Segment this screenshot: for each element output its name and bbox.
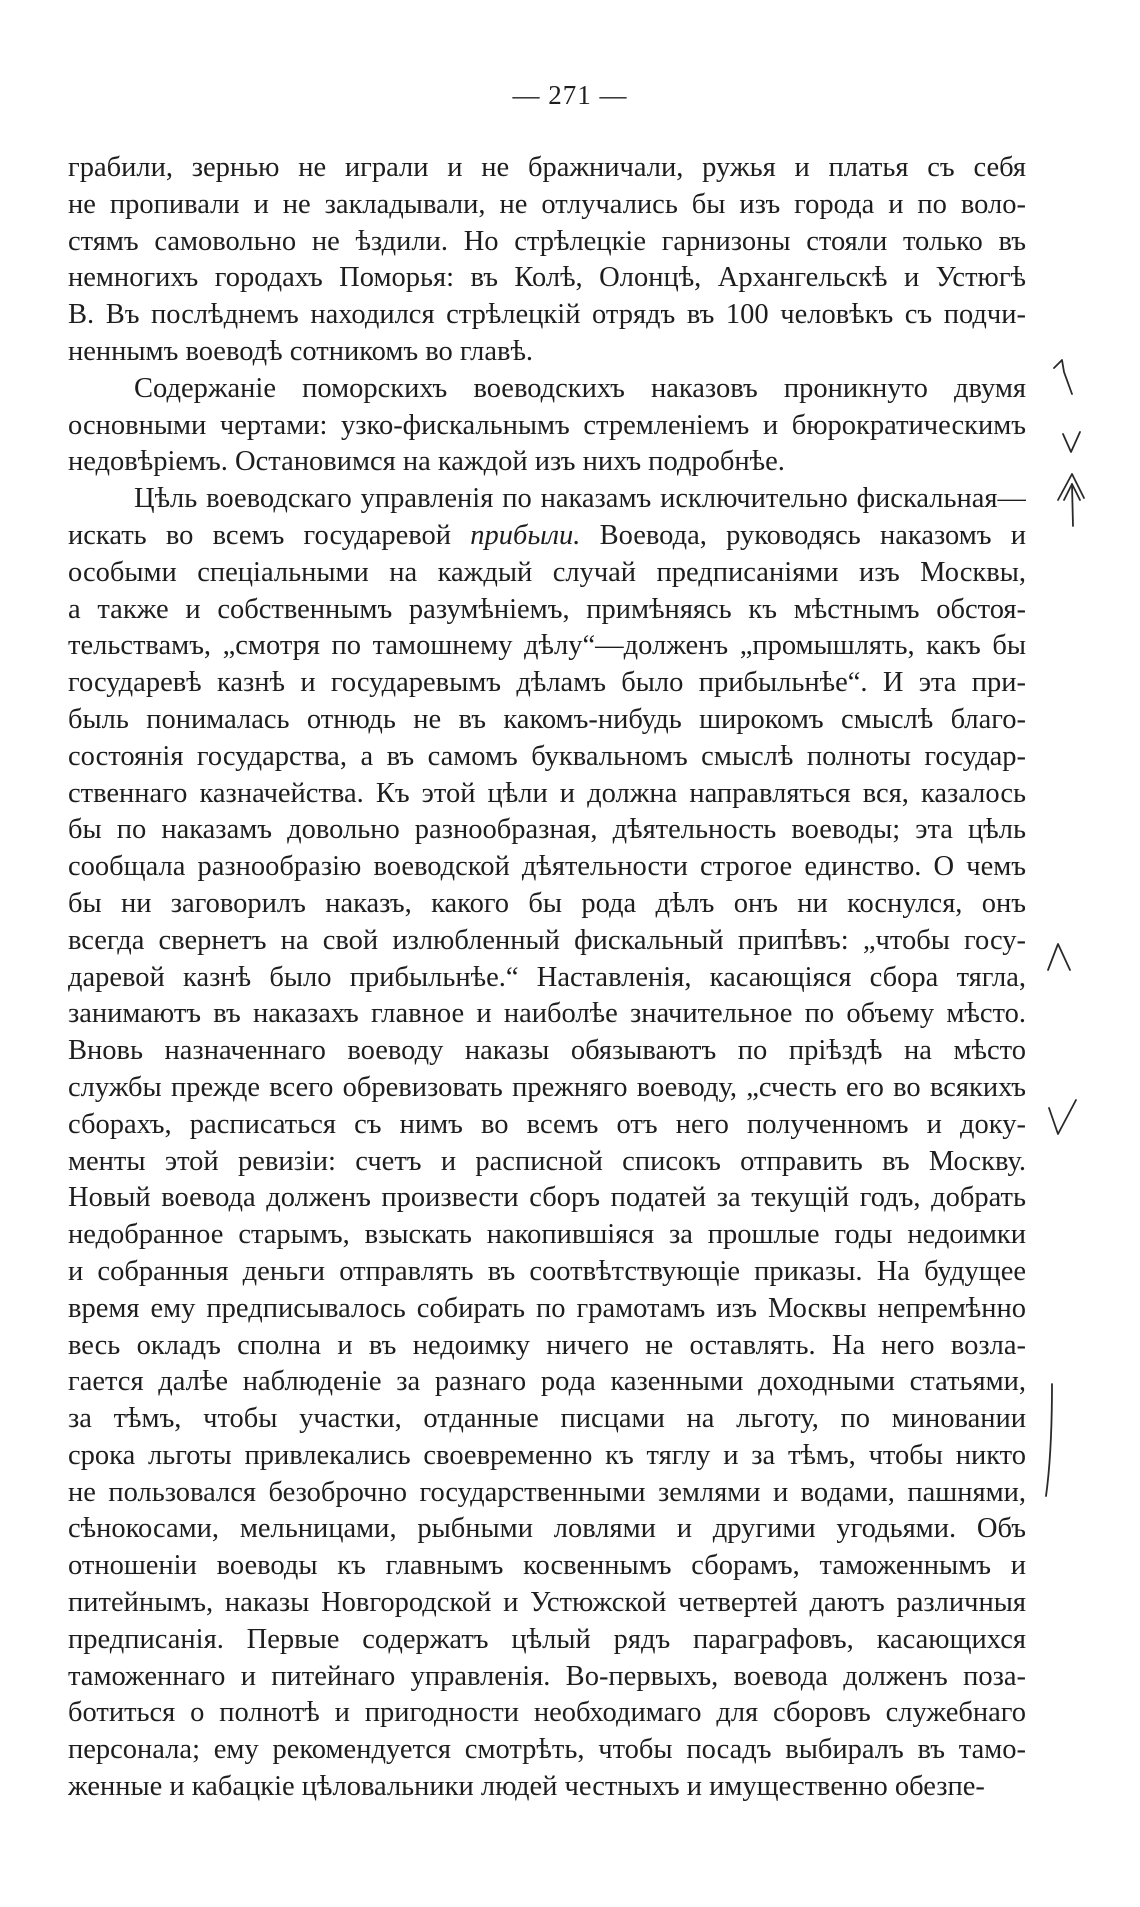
- text-line: состоянія государства, а въ самомъ буквальномъ смыслѣ полноты государ-: [68, 740, 1026, 772]
- text-line: недобранное старымъ, взыскать накопившіяся за прошлые годы недоимки: [68, 1219, 1026, 1251]
- text-line: гается далѣе наблюденіе за разнаго рода казенными доходными статьями,: [68, 1366, 1026, 1398]
- text-line: сборахъ, расписаться съ нимъ во всемъ отъ него полученномъ и доку-: [68, 1108, 1026, 1140]
- text-line: государевѣ казнѣ и государевымъ дѣламъ было прибыльнѣе“. И эта при-: [68, 667, 1026, 699]
- text-line: сѣнокосами, мельницами, рыбными ловлями и другими угодьями. Объ: [68, 1513, 1026, 1545]
- body-text: [68, 150, 1026, 1806]
- text-line: неннымъ воеводѣ сотникомъ во главѣ.: [68, 335, 534, 367]
- text-line: недовѣріемъ. Остановимся на каждой изъ нихъ подробнѣе.: [68, 446, 785, 478]
- text-line: особыми спеціальными на каждый случай предписаніями изъ Москвы,: [68, 556, 1026, 588]
- text-line: занимаютъ въ наказахъ главное и наиболѣе значительное по объему мѣсто.: [68, 998, 1026, 1030]
- text-line: стямъ самовольно не ѣздили. Но стрѣлецкіе гарнизоны стояли только въ: [68, 225, 1026, 257]
- text-line: менты этой ревизіи: счетъ и расписной списокъ отправить въ Москву.: [68, 1145, 1026, 1177]
- text-line: В. Въ послѣднемъ находился стрѣлецкій отрядъ въ 100 человѣкъ съ подчи-: [68, 299, 1026, 331]
- text-line: Цѣль воеводскаго управленія по наказамъ исключительно фискальная—: [134, 483, 1026, 515]
- text-line: предписанія. Первые содержатъ цѣлый рядъ параграфовъ, касающихся: [68, 1623, 1026, 1655]
- text-line: таможеннаго и питейнаго управленія. Во-первыхъ, воевода долженъ поза-: [68, 1660, 1026, 1692]
- text-line: питейнымъ, наказы Новгородской и Устюжской четвертей даютъ различныя: [68, 1587, 1026, 1619]
- text-line: основными чертами: узко-фискальнымъ стремленіемъ и бюрократическимъ: [68, 409, 1026, 441]
- text-line: весь окладъ сполна и въ недоимку ничего не оставлять. На него возла-: [68, 1329, 1026, 1361]
- text-line: а также и собственнымъ разумѣніемъ, примѣняясь къ мѣстнымъ обстоя-: [68, 593, 1026, 625]
- text-line: всегда свернетъ на свой излюбленный фискальный припѣвъ: „чтобы госу-: [68, 924, 1026, 956]
- margin-check-mark: [1060, 430, 1084, 456]
- text-line: не пропивали и не закладывали, не отлучались бы изъ города и по воло-: [68, 188, 1026, 220]
- text-line: срока льготы привлекались своевременно къ тяглу и за тѣмъ, чтобы никто: [68, 1439, 1026, 1471]
- text-line: тельствамъ, „смотря по тамошнему дѣлу“—долженъ „промышлять, какъ бы: [68, 630, 1026, 662]
- text-line: ботиться о полнотѣ и пригодности необходимаго для сборовъ служебнаго: [68, 1697, 1026, 1729]
- margin-check-mark-2: [1046, 1098, 1080, 1138]
- text-line: время ему предписывалось собирать по грамотамъ изъ Москвы непремѣнно: [68, 1292, 1026, 1324]
- text-line: не пользовался безоброчно государственными землями и водами, пашнями,: [68, 1476, 1026, 1508]
- text-line: Содержаніе поморскихъ воеводскихъ наказовъ проникнуто двумя: [134, 372, 1026, 404]
- margin-caret-mark: [1050, 358, 1080, 398]
- text-line: сообщала разнообразію воеводской дѣятельности строгое единство. О чемъ: [68, 851, 1026, 883]
- text-line: ственнаго казначейства. Къ этой цѣли и должна направляться вся, казалось: [68, 777, 1026, 809]
- text-line: даревой казнѣ было прибыльнѣе.“ Наставленія, касающіяся сбора тягла,: [68, 961, 1026, 993]
- text-line: бы по наказамъ довольно разнообразная, дѣятельность воеводы; эта цѣль: [68, 814, 1026, 846]
- page-number: — 271 —: [512, 80, 628, 110]
- margin-arrow-mark: [1054, 470, 1090, 530]
- text-line: грабили, зернью не играли и не бражничали, ружья и платья съ себя: [68, 152, 1026, 183]
- text-line: и собранныя деньги отправлять въ соотвѣтствующіе приказы. На будущее: [68, 1255, 1026, 1287]
- text-line: за тѣмъ, чтобы участки, отданные писцами на льготу, по миновании: [68, 1403, 1026, 1435]
- text-line: женные и кабацкіе цѣловальники людей честныхъ и имущественно обезпе-: [68, 1771, 985, 1803]
- text-line: Новый воевода долженъ произвести сборъ податей за текущій годъ, добрать: [68, 1182, 1026, 1214]
- text-line: быль понималась отнюдь не въ какомъ-нибудь широкомъ смыслѣ благо-: [68, 703, 1026, 735]
- text-line: бы ни заговорилъ наказъ, какого бы рода дѣлъ онъ ни коснулся, онъ: [68, 887, 1026, 919]
- text-line: Вновь назначеннаго воеводу наказы обязываютъ по пріѣздѣ на мѣсто: [68, 1035, 1026, 1067]
- text-line: искать во всемъ государевой прибыли. Воевода, руководясь наказомъ и: [68, 519, 1026, 551]
- text-line: службы прежде всего обревизовать прежняго воеводу, „счесть его во всякихъ: [68, 1071, 1026, 1103]
- text-line: персонала; ему рекомендуется смотрѣть, чтобы посадъ выбиралъ въ тамо-: [68, 1734, 1026, 1766]
- margin-vertical-line-mark: [1038, 1380, 1058, 1500]
- text-line: отношеніи воеводы къ главнымъ косвеннымъ сборамъ, таможеннымъ и: [68, 1550, 1026, 1582]
- text-line: немногихъ городахъ Поморья: въ Колѣ, Олонцѣ, Архангельскѣ и Устюгѣ: [68, 262, 1026, 294]
- margin-caret-mark-2: [1044, 940, 1074, 976]
